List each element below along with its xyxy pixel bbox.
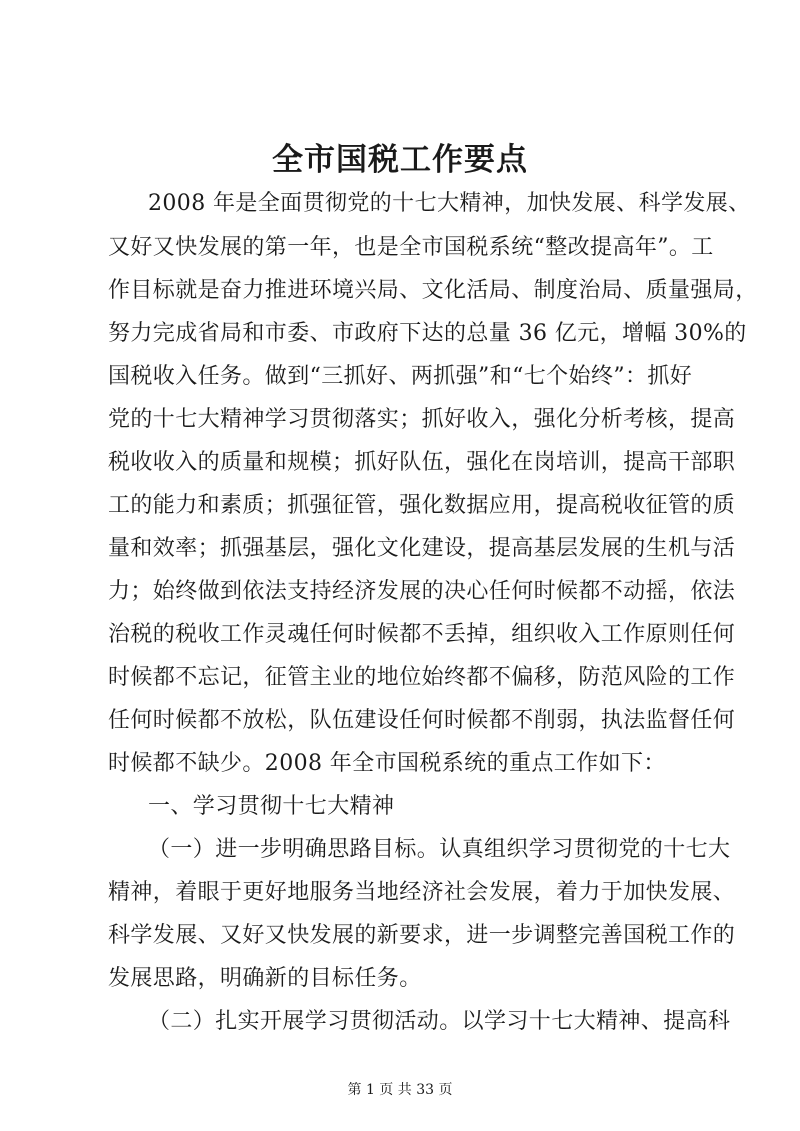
document-title: 全市国税工作要点 (272, 142, 528, 178)
text-line-13: 任何时候都不放松，队伍建设任何时候都不削弱，执法监督任何 (108, 708, 736, 733)
text-line-11: 治税的税收工作灵魂任何时候都不丢掉，组织收入工作原则任何 (108, 622, 736, 647)
text-line-2: 又好又快发展的第一年，也是全市国税系统“整改提高年”。工 (108, 235, 714, 260)
text-line-9: 量和效率；抓强基层，强化文化建设，提高基层发展的生机与活 (108, 536, 736, 561)
text-line-5: 国税收入任务。做到“三抓好、两抓强”和“七个始终”：抓好 (108, 364, 693, 389)
text-line-1: 2008 年是全面贯彻党的十七大精神，加快发展、科学发展、 (148, 191, 751, 216)
text-line-8: 工的能力和素质；抓强征管，强化数据应用，提高税收征管的质 (108, 493, 736, 518)
text-line-10: 力；始终做到依法支持经济发展的决心任何时候都不动摇，依法 (108, 579, 736, 604)
text-line-17: 精神，着眼于更好地服务当地经济社会发展，着力于加快发展、 (108, 880, 736, 905)
text-line-19: 发展思路，明确新的目标任务。 (108, 966, 422, 991)
text-line-14: 时候都不缺少。2008 年全市国税系统的重点工作如下： (108, 751, 666, 776)
text-line-18: 科学发展、又好又快发展的新要求，进一步调整完善国税工作的 (108, 923, 736, 948)
text-line-4: 努力完成省局和市委、市政府下达的总量 36 亿元，增幅 30%的 (108, 321, 747, 346)
text-line-12: 时候都不忘记，征管主业的地位始终都不偏移，防范风险的工作 (108, 665, 736, 690)
page-footer: 第 1 页 共 33 页 (347, 1082, 453, 1098)
text-line-6: 党的十七大精神学习贯彻落实；抓好收入，强化分析考核，提高 (108, 407, 736, 432)
text-line-16: （一）进一步明确思路目标。认真组织学习贯彻党的十七大 (148, 837, 731, 862)
text-line-3: 作目标就是奋力推进环境兴局、文化活局、制度治局、质量强局， (108, 278, 758, 303)
section-heading-1: 一、学习贯彻十七大精神 (148, 794, 395, 819)
text-line-20: （二）扎实开展学习贯彻活动。以学习十七大精神、提高科 (148, 1009, 731, 1034)
text-line-7: 税收收入的质量和规模；抓好队伍，强化在岗培训，提高干部职 (108, 450, 736, 475)
